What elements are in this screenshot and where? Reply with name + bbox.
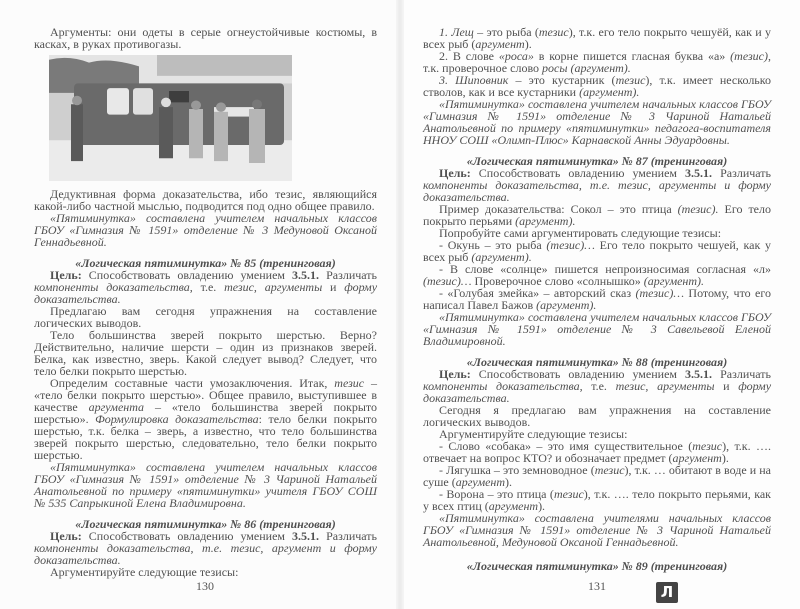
skill-code: 3.5.1. [685,367,713,381]
goal-italic: компоненты доказательства, [423,379,583,393]
goal-italic: тезис, аргументы [224,280,323,294]
text: ), т.к. его тело покрыто чешуёй, как и у всех рыб ( [423,25,772,51]
text: ), т.к. …. тело покрыто перьями, как у всех птиц ( [423,487,771,513]
section-heading-85: «Логическая пятиминутка» № 85 (тренинговая) [75,256,336,270]
italic-text: (тезис). [677,202,719,216]
page-number-left: 130 [196,579,214,593]
goal-text: Способствовать овладению умением [81,529,293,543]
italic-text: (аргумент). [515,214,576,228]
goal-paragraph-88 [423,368,771,404]
text: в корне пишется гласная буква «а» [533,49,731,63]
italic-text: аргумент [455,475,506,489]
text: - Лягушка – это земноводное ( [439,463,595,477]
argue-paragraph: Аргументируйте следующие тезисы: [50,565,239,579]
goal-label: Цель: [439,166,471,180]
list-item [423,488,771,512]
section-heading-88: «Логическая пятиминутка» № 88 (тренинговая) [466,355,728,369]
italic-text: аргумент [475,37,525,51]
skill-code: 3.5.1. [685,166,713,180]
italic-text: тезис [615,73,646,87]
text: ), т.к. …. отвечает на вопрос КТО? и обозначает предмет ( [423,439,771,465]
italic-text: (тезис) [730,49,768,63]
right-page-text [423,26,771,572]
italic-text: аргумент [488,499,539,513]
list-item [423,287,771,311]
goal-italic: форму доказательства. [34,280,378,306]
text: ). [505,475,513,489]
body-paragraph: Тело большинства зверей покрыто шерстью. Верно? Действительно, наличие шерсти – один из признаков зверей. Белка, как известно, зверь. Какой следует вывод? Следует, что тело белки покрыто шерстью. [34,328,377,378]
argue-paragraph: Аргументируйте следующие тезисы: [439,427,628,441]
goal-text: Способствовать овладению умением [81,268,293,282]
define-paragraph [34,377,377,461]
text: ). [538,499,546,513]
goal-label: Цель: [439,367,471,381]
italic-text: тезис [538,25,569,39]
italic-text: Формулировка доказательства [95,412,259,426]
italic-text: (тезис)… [423,274,472,288]
goal-text: т.е. [582,379,616,393]
goal-text: т.е. [192,280,225,294]
list-item [423,50,771,74]
text: - «Голубая змейка» – авторский сказ [439,286,636,300]
text: ), т.к. имеет несколько стволов, как и все кустарники [423,73,771,99]
italic-text: (аргумент). [471,250,532,264]
left-page-text [34,26,377,578]
credit-paragraph: «Пятиминутка» составлена учителями начальных классов ГБОУ «Гимназия № 1591» отделение № 3 Чариной Натальей Анатольевной, Медуновой Оксаной Геннадьевной. [423,511,771,549]
goal-italic: тезис, аргументы [615,379,715,393]
firefighters-photo [49,55,292,181]
list-item [423,74,771,98]
italic-text: тезис [334,376,365,390]
text: Пример доказательства: Сокол – это птица [439,202,678,216]
italic-text: росы (аргумент). [542,61,631,75]
list-item [423,464,771,488]
goal-text: Способствовать овладению умением [470,367,686,381]
skill-code: 3.5.1. [292,268,320,282]
list-item [423,263,771,287]
deduction-paragraph: Дедуктивная форма доказательства, ибо тезис, являющийся какой-либо частной мыслью, подводится под одно общее правило. [34,187,377,213]
italic-text: 1. Лещ [439,25,474,39]
italic-text: (тезис)… [635,286,685,300]
text: – «тело белки покрыто шерстью». Общее правило, выступившее в качестве [34,376,377,414]
italic-text: (тезис)… [546,238,595,252]
offer-paragraph: Предлагаю вам сегодня упражнения на составление логических выводов. [34,304,377,330]
goal-paragraph-87 [423,167,771,203]
text: , т.к. проверочное слово [423,49,771,75]
today-paragraph: Сегодня я предлагаю вам упражнения на составление логических выводов. [423,403,771,429]
photo-graphic [49,55,292,181]
section-heading-89: «Логическая пятиминутка» № 89 (тренинговая) [466,559,728,573]
goal-italic: компоненты доказательства, т.е. тезис, аргумент и форму доказательства. [34,541,377,567]
italic-text: аргумент [672,451,722,465]
text: – это рыба ( [473,25,539,39]
italic-text: (аргумент). [643,274,705,288]
section-heading-87: «Логическая пятиминутка» № 87 (тренинговая) [466,154,728,168]
credit-paragraph: «Пятиминутка» составлена учителем начальных классов ГБОУ «Гимназия № 1591» отделение № 3 Медуновой Оксаной Геннадьевной. [34,211,377,249]
text: ), т.к. … обитают в воде и на суше ( [423,463,772,489]
section-heading-86: «Логическая пятиминутка» № 86 (тренинговая) [75,517,336,531]
goal-text: Различать [319,529,378,543]
goal-italic: компоненты доказательства, т.е. тезис, аргументы и форму доказательства. [423,178,771,204]
text: Проверочное слово «солнышко» [471,274,644,288]
text: - В слове «солнце» пишется непроизносимая согласная «л» [439,262,771,276]
italic-text: аргумента [88,400,145,414]
text: – «тело большинства зверей покрыто шерстью». [34,400,378,426]
text: ). [524,37,532,51]
intro-paragraph: Аргументы: они одеты в серые огнеустойчивые костюмы, в касках, в руках противогазы. [34,25,377,51]
goal-italic: форму доказательства. [423,379,772,405]
italic-text: тезис [594,463,625,477]
list-item [423,26,771,50]
credit-paragraph: «Пятиминутка» составлена учителем начальных классов ГБОУ «Гимназия № 1591» отделение № 3 Чариной Натальей Анатольевной по примеру «пятиминутки» педагога-воспитателя ННОУ СОШ «Олимп-Плюс» Карнавской Анны Эдуардовны. [423,97,771,147]
book-gutter [396,0,404,609]
text: 2. В слове [439,49,499,63]
list-item [423,440,771,464]
text: ). [721,451,729,465]
goal-text: Способствовать овладению умением [470,166,686,180]
text: Его тело покрыто перьями [423,202,771,228]
example-paragraph [423,203,771,227]
italic-text: «роса» [498,49,534,63]
goal-italic: компоненты доказательства, [34,280,193,294]
page-number-right: 131 [588,579,606,593]
goal-label: Цель: [50,268,82,282]
text: Потому, что его написал Павел Бажов [423,286,772,312]
text: - Окунь – это рыба [439,238,547,252]
skill-code: 3.5.1. [292,529,320,543]
italic-text: (аргумент). [579,85,640,99]
text: Его тело покрыто чешуей, как у всех рыб [423,238,771,264]
goal-label: Цель: [50,529,82,543]
text: - Ворона – это птица ( [439,487,554,501]
goal-text: Различать [712,166,772,180]
text: – это кустарник ( [508,73,616,87]
watermark-logo-icon: Л [656,582,678,603]
text: - Слово «собака» – это имя существительное ( [439,439,693,453]
text: : тело белки покрыто шерстью, т.к. белка – зверь, а известно, что тело большинства зверей покрыто шерстью, следовательно, тело белки покрыто шерстью. [34,412,378,462]
text: Определим составные части умозаключения. Итак, [50,376,335,390]
credit-paragraph: «Пятиминутка» составлена учителем начальных классов ГБОУ «Гимназия № 1591» отделение № 3 Савельевой Еленой Владимировной. [423,310,771,348]
italic-text: 3. Шиповник [439,73,509,87]
list-item [423,239,771,263]
try-paragraph: Попробуйте сами аргументировать следующие тезисы: [439,226,722,240]
goal-paragraph-86 [34,530,377,566]
italic-text: тезис [553,487,584,501]
italic-text: тезис [692,439,723,453]
goal-text: Различать [712,367,772,381]
goal-paragraph-85 [34,269,377,305]
italic-text: (аргумент). [536,298,597,312]
goal-text: и [322,280,345,294]
goal-text: Различать [319,268,378,282]
goal-text: и [714,379,739,393]
credit-paragraph: «Пятиминутка» составлена учителем начальных классов ГБОУ «Гимназия № 1591» отделение № 3 Чариной Натальей Анатольевной по примеру «пятиминутки» учителя ГБОУ СОШ № 535 Сапрыкиной Елена Владимировна. [34,460,377,510]
